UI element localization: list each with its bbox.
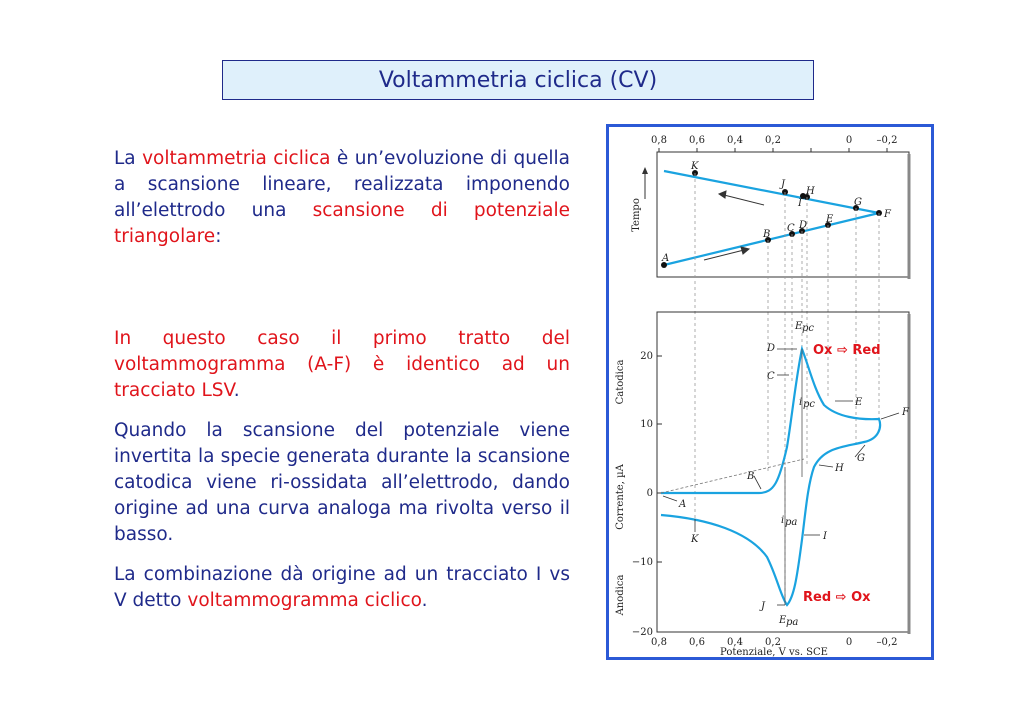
svg-text:A: A: [679, 499, 687, 510]
intro-highlight-cv: voltammetria ciclica: [142, 148, 331, 169]
top-xtick-2: 0,4: [727, 135, 743, 146]
intro-text-2: è un’evoluzione di quella a scansione lineare, realizzata imponendo all’elettrodo una: [114, 148, 570, 221]
combination-text-1: La combinazione dà origine ad un tracciato I vs V detto: [114, 564, 570, 611]
svg-text:−20: −20: [631, 627, 653, 638]
svg-text:pa: pa: [785, 517, 798, 528]
paragraph-intro: [114, 146, 570, 250]
svg-text:B: B: [763, 229, 771, 240]
svg-text:i: i: [781, 515, 785, 526]
svg-text:Catodica: Catodica: [615, 359, 626, 405]
svg-text:−10: −10: [631, 557, 653, 568]
svg-text:G: G: [857, 453, 865, 464]
svg-text:0,8: 0,8: [651, 637, 667, 648]
bottom-xlabel: Potenziale, V vs. SCE: [720, 647, 828, 657]
top-xtick-5: –0,2: [876, 135, 898, 146]
svg-text:0,6: 0,6: [689, 637, 705, 648]
intro-highlight-scan: scansione di potenziale triangolare: [114, 200, 570, 247]
svg-text:D: D: [767, 343, 776, 354]
bottom-ylabel: [615, 463, 626, 529]
svg-text:–0,2: –0,2: [876, 637, 898, 648]
pointer-lines: [663, 349, 899, 605]
time-arrowhead: [642, 167, 648, 174]
first-segment-text: In questo caso il primo tratto del voltammogramma (A-F) è identico ad un tracciato LSV: [114, 328, 570, 401]
top-xtick-3: 0,2: [765, 135, 781, 146]
svg-text:Anodica: Anodica: [615, 574, 626, 616]
svg-text:H: H: [806, 186, 815, 197]
top-xtick-1: 0,6: [689, 135, 705, 146]
svg-text:20: 20: [640, 351, 653, 362]
voltammogram-curve: [661, 349, 880, 605]
bottom-point-labels: [678, 343, 910, 612]
svg-text:I: I: [798, 198, 802, 209]
svg-text:F: F: [902, 407, 909, 418]
top-ylabel: [631, 198, 642, 232]
annotation-red-ox: Red ⇨ Ox: [803, 590, 871, 605]
svg-text:E: E: [779, 615, 787, 626]
svg-text:E: E: [795, 321, 803, 332]
svg-text:G: G: [854, 197, 862, 208]
paragraph-combination: [114, 562, 570, 614]
svg-text:E: E: [826, 214, 834, 225]
svg-text:J: J: [781, 179, 786, 190]
svg-text:Corrente, µA: Corrente, µA: [615, 464, 626, 530]
paragraph-reversal: Quando la scansione del potenziale viene invertita la specie generata durante la scansione catodica viene ri-ossidata all’elettrodo, dando origine ad una curva analoga ma rivolta verso il basso.: [114, 420, 570, 545]
svg-text:pa: pa: [786, 617, 799, 628]
svg-text:Tempo: Tempo: [631, 198, 642, 232]
direction-arrows: [704, 191, 764, 260]
svg-text:10: 10: [640, 419, 653, 430]
cv-figure-svg: [609, 127, 931, 657]
ylabel-cathodic: [615, 360, 626, 405]
combination-text-2: .: [421, 590, 428, 611]
svg-text:i: i: [799, 397, 803, 408]
svg-text:A: A: [662, 253, 670, 264]
svg-text:0: 0: [845, 637, 853, 648]
triangular-waveform: [664, 171, 879, 265]
svg-text:pc: pc: [802, 323, 815, 334]
top-xtick-4: 0: [845, 135, 853, 146]
ylabel-anodic: [615, 575, 626, 617]
svg-text:E: E: [855, 397, 863, 408]
svg-text:B: B: [747, 471, 755, 482]
svg-text:D: D: [799, 220, 808, 231]
svg-text:I: I: [823, 531, 827, 542]
annotation-ox-red: Ox ⇨ Red: [813, 343, 881, 358]
paragraph-first-segment: [114, 326, 570, 404]
svg-text:H: H: [835, 463, 844, 474]
intro-text-1: La: [114, 148, 143, 169]
svg-text:0,4: 0,4: [727, 637, 743, 648]
combination-highlight: voltammogramma ciclico: [187, 590, 422, 611]
top-xtick-0: 0,8: [651, 135, 667, 146]
first-segment-period: .: [233, 380, 240, 401]
slide-title: Voltammetria ciclica (CV): [378, 67, 658, 93]
svg-text:0,2: 0,2: [765, 637, 781, 648]
intro-text-3: :: [215, 226, 222, 247]
cv-figure: [606, 124, 934, 660]
top-ticks: [651, 135, 897, 152]
svg-text:K: K: [691, 534, 699, 545]
svg-text:pc: pc: [803, 399, 816, 410]
svg-text:0: 0: [646, 488, 653, 499]
title-box: [222, 60, 814, 100]
svg-text:C: C: [767, 371, 775, 382]
guide-lines: [695, 173, 879, 605]
top-points: [661, 170, 882, 268]
svg-text:J: J: [761, 601, 766, 612]
svg-text:F: F: [884, 209, 891, 220]
svg-text:K: K: [691, 161, 699, 172]
svg-text:C: C: [787, 223, 795, 234]
